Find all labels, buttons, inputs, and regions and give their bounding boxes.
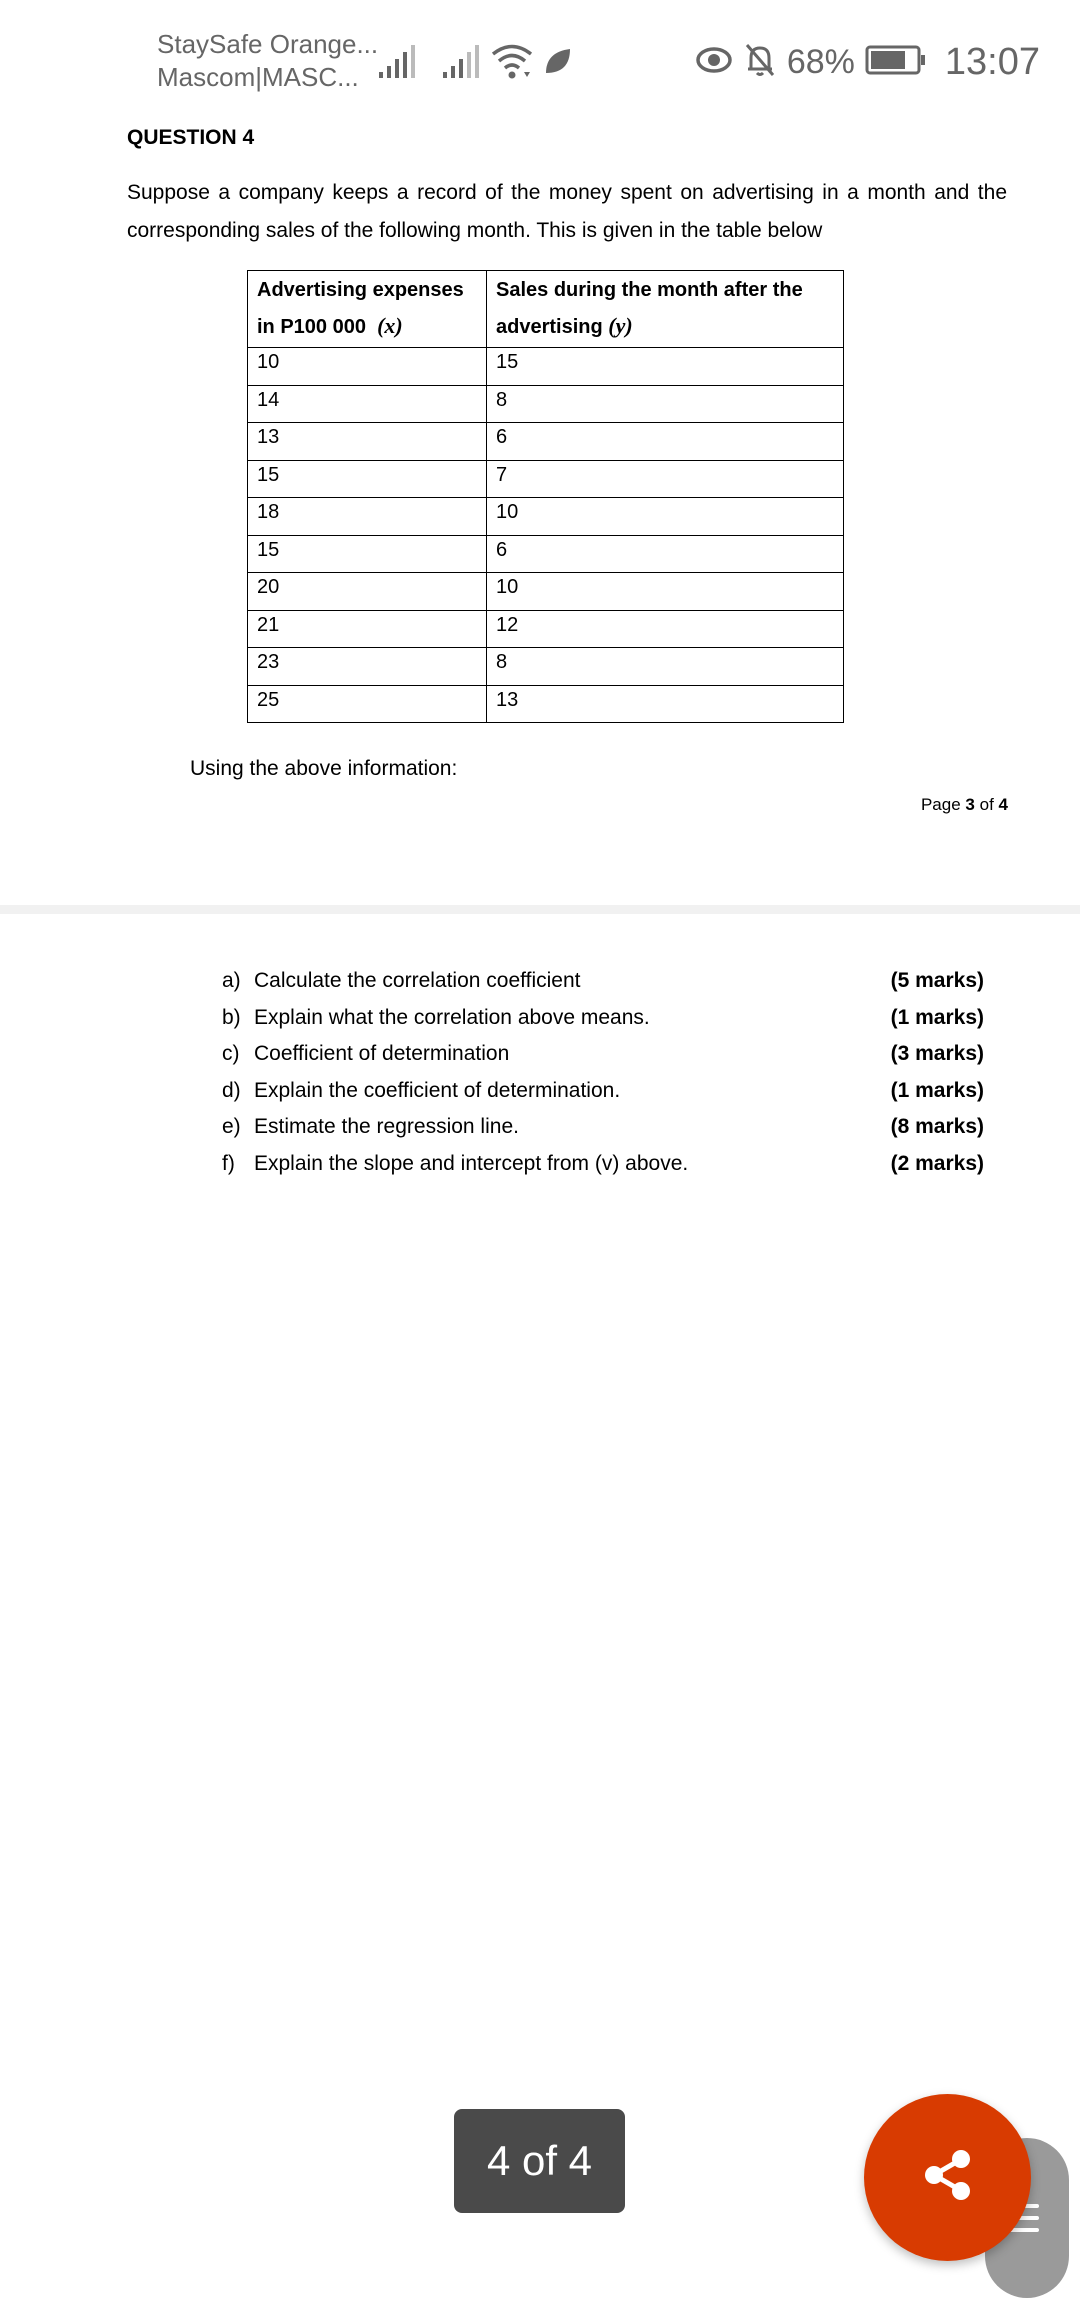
- cell-x: 18: [248, 498, 487, 536]
- item-marks: (8 marks): [890, 1115, 984, 1139]
- cell-x: 25: [248, 685, 487, 723]
- page-label-prefix: Page: [920, 795, 961, 814]
- cell-x: 15: [248, 460, 487, 498]
- item-marks: (2 marks): [890, 1151, 984, 1175]
- table-row: [248, 610, 844, 648]
- list-item: [222, 963, 984, 1000]
- table-row: [248, 535, 844, 573]
- table-row: [248, 460, 844, 498]
- item-letter: e): [222, 1115, 241, 1139]
- header-x-text: Advertising expenses in P100 000: [257, 279, 464, 338]
- item-letter: c): [222, 1042, 240, 1066]
- cell-y: 8: [487, 385, 844, 423]
- table-row: [248, 348, 844, 386]
- cell-y: 13: [487, 685, 844, 723]
- cell-y: 12: [487, 610, 844, 648]
- data-table: [247, 270, 844, 723]
- page-total: 4: [998, 795, 1008, 814]
- status-bar: [0, 0, 1080, 120]
- cell-x: 14: [248, 385, 487, 423]
- status-right-group: [695, 36, 1040, 88]
- wifi-icon: [490, 42, 534, 80]
- clock: 13:07: [944, 40, 1040, 83]
- table-row: [248, 385, 844, 423]
- header-x-var: (x): [377, 313, 403, 338]
- eye-icon: [695, 45, 733, 80]
- page-current: 3: [965, 795, 975, 814]
- page-indicator: 4 of 4: [454, 2109, 625, 2213]
- page-number: [921, 795, 1008, 815]
- list-item: [222, 1000, 984, 1037]
- page-of: of: [979, 795, 994, 814]
- item-marks: (1 marks): [890, 1005, 984, 1029]
- table-header-row: [248, 271, 844, 348]
- cell-x: 20: [248, 573, 487, 611]
- item-text: Explain the coefficient of determination.: [254, 1078, 621, 1102]
- using-info-text: Using the above information:: [190, 757, 458, 780]
- cell-y: 7: [487, 460, 844, 498]
- battery-icon: [865, 45, 927, 80]
- question-title: QUESTION 4: [127, 126, 255, 149]
- header-y-text: Sales during the month after the advertising: [496, 279, 803, 338]
- share-icon: [918, 2145, 978, 2210]
- carrier-line-2: Mascom|MASC...: [157, 62, 359, 92]
- table-row: [248, 648, 844, 686]
- cell-x: 21: [248, 610, 487, 648]
- cell-y: 6: [487, 535, 844, 573]
- signal-icon: [378, 44, 416, 80]
- cell-y: 10: [487, 573, 844, 611]
- carrier-line-1: StaySafe Orange...: [157, 29, 379, 59]
- battery-percent: 68%: [786, 42, 855, 81]
- header-y-var: (y): [608, 313, 633, 338]
- table-row: [248, 498, 844, 536]
- list-item: [222, 1036, 984, 1073]
- cell-y: 8: [487, 648, 844, 686]
- header-sales: [487, 271, 844, 348]
- cell-x: 13: [248, 423, 487, 461]
- cell-x: 23: [248, 648, 487, 686]
- carrier-info: [157, 28, 378, 94]
- list-item: [222, 1109, 984, 1146]
- table-row: [248, 423, 844, 461]
- cell-y: 15: [487, 348, 844, 386]
- header-advertising: [248, 271, 487, 348]
- item-text: Calculate the correlation coefficient: [254, 969, 581, 993]
- item-text: Estimate the regression line.: [254, 1115, 519, 1139]
- table-row: [248, 573, 844, 611]
- share-button[interactable]: [864, 2094, 1031, 2261]
- data-saver-icon: [543, 46, 573, 76]
- item-letter: b): [222, 1005, 241, 1029]
- list-item: [222, 1073, 984, 1110]
- cell-y: 10: [487, 498, 844, 536]
- item-letter: d): [222, 1078, 241, 1102]
- signal-icon: [442, 44, 480, 80]
- table-row: [248, 685, 844, 723]
- item-text: Explain what the correlation above means.: [254, 1005, 650, 1029]
- page-divider: [0, 905, 1080, 914]
- item-letter: a): [222, 969, 241, 993]
- question-intro: Suppose a company keeps a record of the money spent on advertising in a month and the corresponding sales of the following month. This is given in the table below: [127, 181, 1007, 242]
- item-text: Explain the slope and intercept from (v) above.: [254, 1151, 689, 1175]
- bell-off-icon: [743, 42, 777, 83]
- cell-x: 10: [248, 348, 487, 386]
- item-marks: (5 marks): [890, 969, 984, 993]
- item-marks: (3 marks): [890, 1042, 984, 1066]
- list-item: [222, 1146, 984, 1183]
- item-marks: (1 marks): [890, 1078, 984, 1102]
- cell-y: 6: [487, 423, 844, 461]
- item-text: Coefficient of determination: [254, 1042, 510, 1066]
- item-letter: f): [222, 1151, 235, 1175]
- question-list: [222, 963, 984, 1182]
- cell-x: 15: [248, 535, 487, 573]
